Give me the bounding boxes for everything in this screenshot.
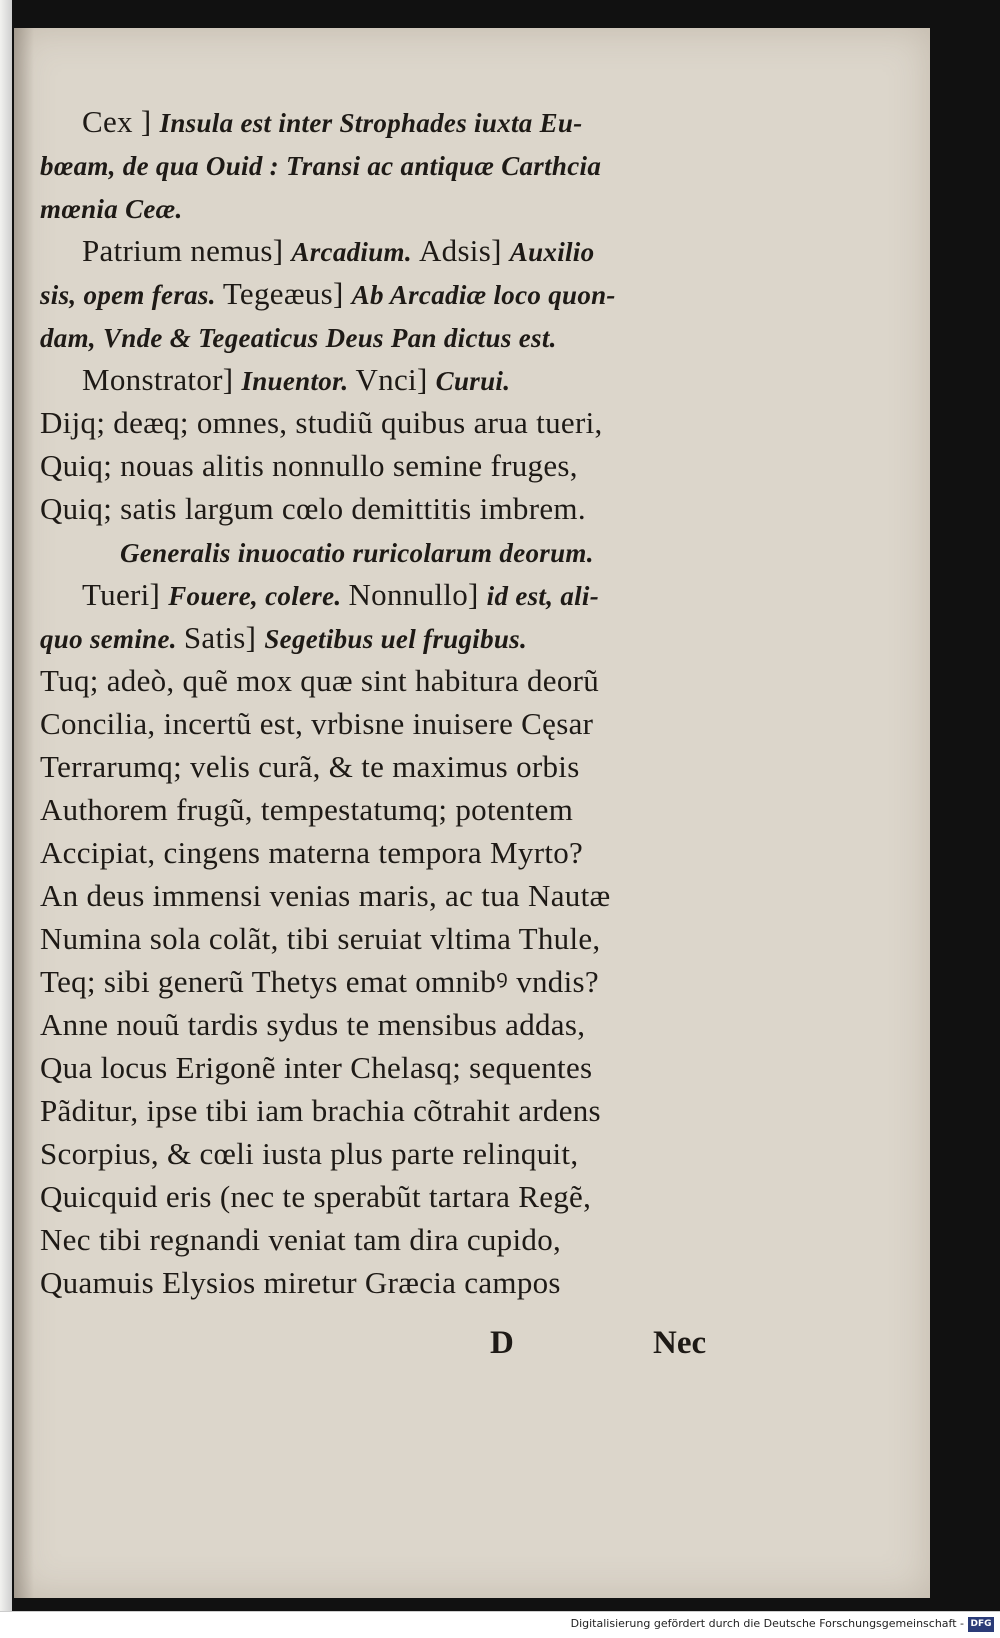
text-line	[40, 143, 740, 186]
signature-mark: D	[490, 1325, 514, 1361]
main-text: Qua locus Erigonẽ inter Chelasq; sequentes	[40, 1050, 593, 1085]
gloss-text: Curui.	[435, 366, 511, 396]
main-text: Vnci]	[355, 362, 436, 397]
text-line	[40, 960, 740, 1003]
gloss-text: dam, Vnde & Tegeaticus Deus Pan dictus est.	[40, 323, 557, 353]
text-line	[40, 917, 740, 960]
scan-left-gutter	[0, 0, 12, 1638]
main-text: Concilia, incertũ est, vrbisne inuisere Cęsar	[40, 706, 594, 741]
main-text: Tuq; adeò, quẽ mox quæ sint habitura deorũ	[40, 663, 600, 698]
text-line	[40, 659, 740, 702]
text-line	[40, 315, 740, 358]
gloss-text: sis, opem feras.	[40, 280, 223, 310]
main-text: Quicquid eris (nec te sperabũt tartara Regẽ,	[40, 1179, 592, 1214]
text-line	[40, 788, 740, 831]
text-line	[40, 487, 740, 530]
gloss-text: Segetibus uel frugibus.	[264, 624, 528, 654]
text-line	[40, 358, 740, 401]
text-line	[40, 702, 740, 745]
gloss-text: bœam, de qua Ouid : Transi ac antiquæ Carthcia	[40, 151, 602, 181]
text-line	[40, 229, 740, 272]
text-line	[40, 1089, 740, 1132]
gloss-text: Fouere, colere.	[168, 581, 349, 611]
text-line	[40, 1046, 740, 1089]
text-line	[40, 745, 740, 788]
main-text: Monstrator]	[82, 362, 242, 397]
main-text: Dijq; deæq; omnes, studiũ quibus arua tueri,	[40, 405, 603, 440]
gloss-text: quo semine.	[40, 624, 184, 654]
main-text: Satis]	[183, 620, 265, 655]
main-text: Terrarumq; velis curã, & te maximus orbis	[40, 749, 580, 784]
main-text: Quiq; nouas alitis nonnullo semine fruges,	[40, 448, 578, 483]
main-text: Quiq; satis largum cœlo demittitis imbrem.	[40, 491, 586, 526]
gloss-text: Arcadium.	[291, 237, 419, 267]
main-text: Authorem frugũ, tempestatumq; potentem	[40, 792, 574, 827]
gloss-text: Generalis inuocatio ruricolarum deorum.	[120, 538, 594, 568]
main-text: Numina sola colãt, tibi seruiat vltima Thule,	[40, 921, 601, 956]
main-text: Nonnullo]	[348, 577, 487, 612]
gloss-text: Auxilio	[509, 237, 595, 267]
gloss-text: mœnia Ceæ.	[40, 194, 183, 224]
text-line	[40, 186, 740, 229]
main-text: Quamuis Elysios miretur Græcia campos	[40, 1265, 561, 1300]
text-line	[40, 1132, 740, 1175]
text-line	[40, 1218, 740, 1261]
main-text: An deus immensi venias maris, ac tua Nautæ	[40, 878, 611, 913]
gloss-text: Ab Arcadiæ loco quon-	[351, 280, 616, 310]
text-line	[40, 272, 740, 315]
main-text: Scorpius, & cœli iusta plus parte relinquit,	[40, 1136, 579, 1171]
main-text: Pãditur, ipse tibi iam brachia cõtrahit ardens	[40, 1093, 601, 1128]
main-text: Patrium nemus]	[82, 233, 292, 268]
main-text: Teq; sibi generũ Thetys emat omnibꝰ vndis?	[40, 964, 599, 999]
main-text: Tueri]	[82, 577, 169, 612]
text-line	[40, 100, 740, 143]
main-text: Cex ]	[82, 104, 160, 139]
page-binding-shadow	[14, 28, 34, 1598]
gloss-text: Insula est inter Strophades iuxta Eu-	[159, 108, 583, 138]
gloss-text: Inuentor.	[241, 366, 356, 396]
text-line	[40, 1175, 740, 1218]
main-text: Nec tibi regnandi veniat tam dira cupido,	[40, 1222, 562, 1257]
page-text-block	[40, 100, 740, 1304]
text-line	[40, 874, 740, 917]
dfg-credit-text: Digitalisierung gefördert durch die Deutsche Forschungsgemeinschaft -	[570, 1617, 964, 1630]
text-line	[40, 530, 740, 573]
main-text: Accipiat, cingens materna tempora Myrto?	[40, 835, 584, 870]
catchword: Nec	[653, 1325, 707, 1361]
text-line	[40, 831, 740, 874]
text-line	[40, 1261, 740, 1304]
text-line	[40, 401, 740, 444]
text-line	[40, 573, 740, 616]
main-text: Adsis]	[418, 233, 510, 268]
text-line	[40, 1003, 740, 1046]
text-line	[40, 616, 740, 659]
dfg-logo-icon: DFG	[968, 1617, 994, 1632]
main-text: Tegeæus]	[222, 276, 352, 311]
main-text: Anne nouũ tardis sydus te mensibus addas,	[40, 1007, 586, 1042]
gloss-text: id est, ali-	[486, 581, 600, 611]
text-line	[40, 444, 740, 487]
dfg-credit-bar	[0, 1611, 1000, 1638]
